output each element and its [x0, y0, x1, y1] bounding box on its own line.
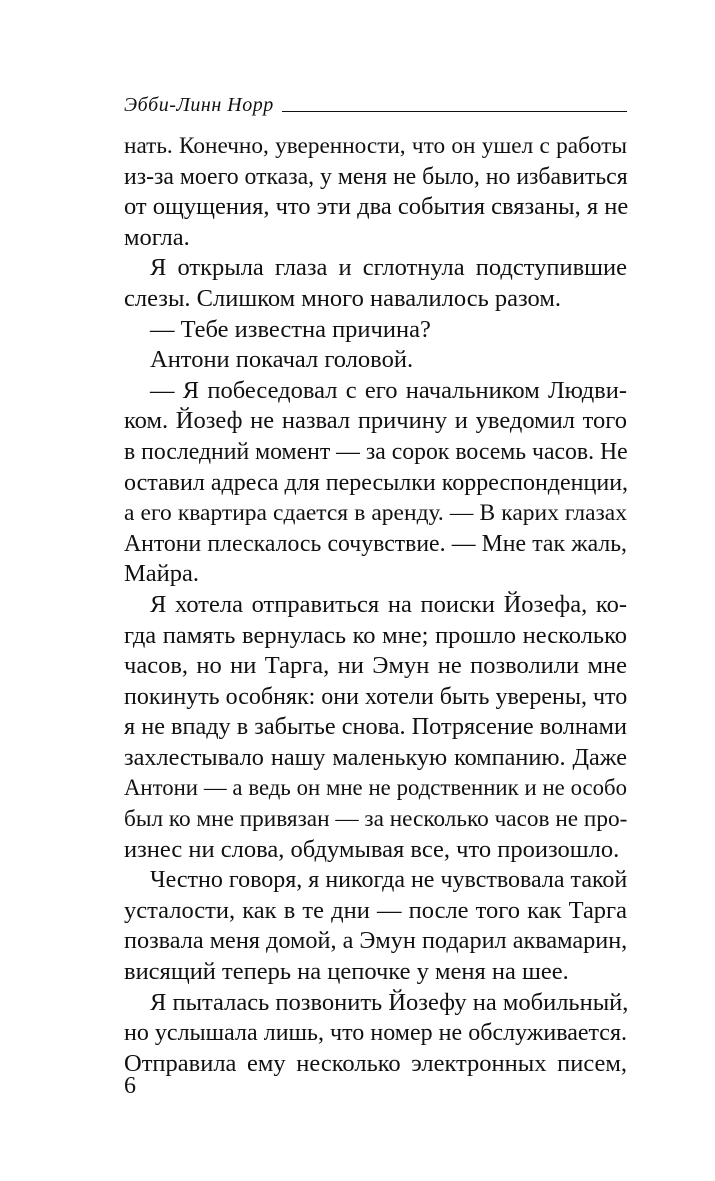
text-line: захлестывало нашу маленькую компанию. Даже — [124, 743, 627, 771]
text-line: Я хотела отправиться на поиски Йозефа, ко- — [150, 590, 627, 618]
text-line: Честно говоря, я никогда не чувствовала такой — [150, 867, 628, 894]
body-text — [124, 131, 627, 1079]
text-line: позвала меня домой, а Эмун подарил аквамарин, — [124, 927, 628, 955]
header-rule — [282, 111, 627, 112]
text-line: Антони покачал головой. — [150, 346, 414, 374]
text-line: нать. Конечно, уверенности, что он ушел с работы — [124, 133, 627, 159]
text-line: Майра. — [124, 560, 200, 588]
text-line: Антони — а ведь он мне не родственник и не особо — [124, 775, 627, 801]
running-header — [124, 88, 627, 118]
text-line: гда память вернулась ко мне; прошло несколько — [124, 621, 627, 649]
author-name: Эбби-Линн Норр — [124, 94, 274, 116]
text-line: я не впаду в забытье снова. Потрясение волнами — [124, 713, 627, 741]
text-line: Я открыла глаза и сглотнула подступившие — [150, 254, 627, 282]
text-line: ком. Йозеф не назвал причину и уведомил того — [124, 407, 627, 435]
text-line: могла. — [124, 223, 190, 251]
text-line: из-за моего отказа, у меня не было, но избавиться — [124, 163, 628, 190]
text-line: но услышала лишь, что номер не обслуживается. — [124, 1020, 627, 1047]
text-line: Я пыталась позвонить Йозефу на мобильный, — [150, 988, 629, 1016]
text-line: оставил адреса для пересылки корреспонденции, — [124, 469, 629, 496]
text-line: висящий теперь на цепочке у меня на шее. — [124, 958, 569, 986]
text-line: часов, но ни Тарга, ни Эмун не позволили мне — [124, 652, 627, 680]
text-line: покинуть особняк: они хотели быть уверены, что — [124, 683, 628, 710]
text-line: Отправила ему несколько электронных писем, — [124, 1049, 627, 1077]
text-line: — Тебе известна причина? — [150, 315, 431, 343]
text-line: от ощущения, что эти два события связаны, я не — [124, 193, 629, 221]
text-line: в последний момент — за сорок восемь часов. Не — [124, 438, 628, 465]
text-line: Антони плескалось сочувствие. — Мне так жаль, — [124, 530, 627, 557]
text-line: усталости, как в те дни — после того как Тарга — [124, 896, 627, 924]
text-line: — Я побеседовал с его начальником Людви- — [150, 376, 627, 404]
text-line: изнес ни слова, обдумывая все, что произошло. — [124, 835, 620, 863]
page-number: 6 — [124, 1073, 136, 1099]
text-line: слезы. Слишком много навалилось разом. — [124, 284, 561, 312]
text-line: был ко мне привязан — за несколько часов не про- — [124, 806, 628, 833]
text-line: а его квартира сдается в аренду. — В карих глазах — [124, 500, 627, 527]
